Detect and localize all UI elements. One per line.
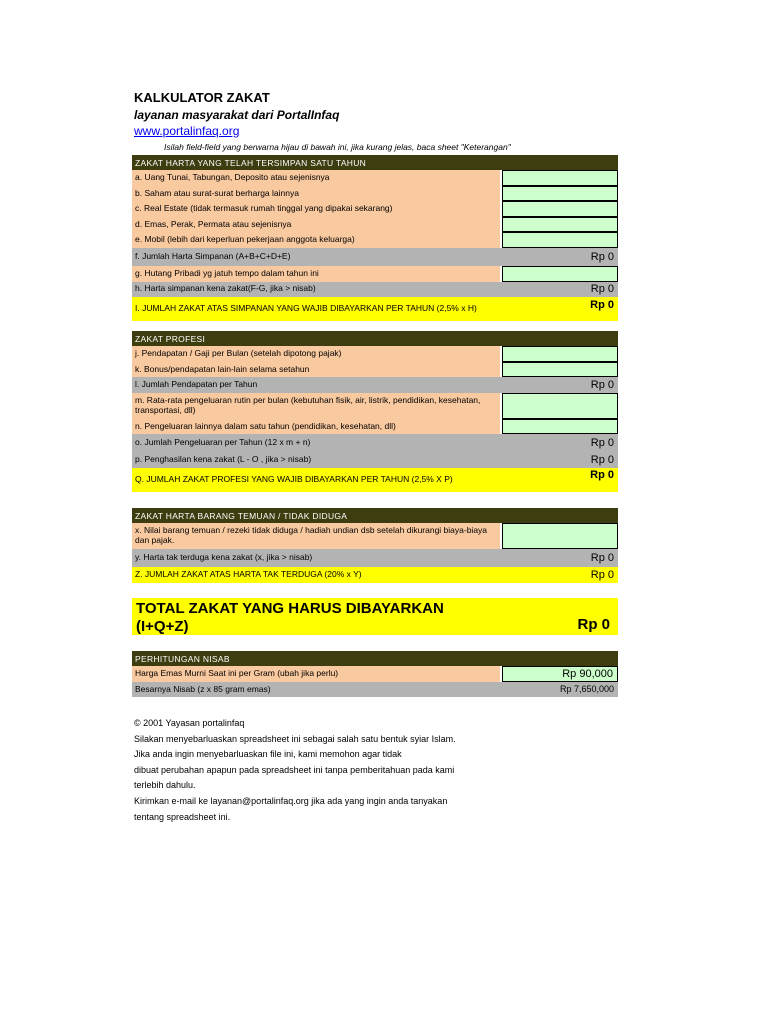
input-k[interactable] — [502, 362, 618, 378]
row-label: o. Jumlah Pengeluaran per Tahun (12 x m + n) — [132, 434, 500, 452]
total-zakat-box — [132, 598, 618, 635]
row-label: y. Harta tak terduga kena zakat (x, jika > nisab) — [132, 549, 500, 567]
row-n — [132, 419, 618, 435]
footer-line: terlebih dahulu. — [134, 780, 196, 791]
row-l — [132, 377, 618, 393]
gold-price-input[interactable]: Rp 90,000 — [502, 666, 618, 682]
input-n[interactable] — [502, 419, 618, 435]
row-g — [132, 266, 618, 282]
row-m — [132, 393, 618, 419]
row-label: l. Jumlah Pendapatan per Tahun — [132, 377, 500, 393]
row-label: e. Mobil (lebih dari keperluan pekerjaan anggota keluarga) — [132, 232, 500, 248]
nisab-value: Rp 7,650,000 — [500, 682, 618, 698]
row-k — [132, 362, 618, 378]
section-harta-temuan — [132, 508, 618, 583]
input-x[interactable] — [502, 523, 618, 549]
input-m[interactable] — [502, 393, 618, 419]
section-nisab — [132, 651, 618, 697]
value-o: Rp 0 — [500, 434, 618, 452]
row-label: f. Jumlah Harta Simpanan (A+B+C+D+E) — [132, 248, 500, 266]
page-subtitle: layanan masyarakat dari PortalInfaq — [134, 108, 340, 122]
value-f: Rp 0 — [500, 248, 618, 266]
row-p — [132, 452, 618, 468]
footer-line: tentang spreadsheet ini. — [134, 811, 231, 822]
row-h — [132, 282, 618, 298]
footer-line: dibuat perubahan apapun pada spreadsheet ini tanpa pemberitahuan pada kami — [134, 764, 455, 775]
section-heading: ZAKAT PROFESI — [132, 331, 618, 346]
row-a — [132, 170, 618, 186]
row-e — [132, 232, 618, 248]
row-label: Z. JUMLAH ZAKAT ATAS HARTA TAK TERDUGA (20% x Y) — [132, 567, 500, 583]
row-label: m. Rata-rata pengeluaran rutin per bulan (kebutuhan fisik, air, listrik, pendidikan, kesehatan, transportasi, dll) — [132, 393, 500, 419]
row-z — [132, 567, 618, 583]
total-value: Rp 0 — [577, 616, 610, 633]
row-label: Harga Emas Murni Saat ini per Gram (ubah jika perlu) — [132, 666, 500, 682]
input-c[interactable] — [502, 201, 618, 217]
row-label: a. Uang Tunai, Tabungan, Deposito atau sejenisnya — [132, 170, 500, 186]
row-label: b. Saham atau surat-surat berharga lainnya — [132, 186, 500, 202]
section-harta-simpanan — [132, 155, 618, 321]
value-z: Rp 0 — [500, 567, 618, 583]
row-d — [132, 217, 618, 233]
row-label: n. Pengeluaran lainnya dalam satu tahun (pendidikan, kesehatan, dll) — [132, 419, 500, 435]
input-e[interactable] — [502, 232, 618, 248]
row-nisab-amount — [132, 682, 618, 698]
row-x — [132, 523, 618, 549]
row-label: h. Harta simpanan kena zakat(F-G, jika > nisab) — [132, 282, 500, 298]
footer-line: Kirimkan e-mail ke layanan@portalinfaq.org jika ada yang ingin anda tanyakan — [134, 795, 448, 806]
value-l: Rp 0 — [500, 377, 618, 393]
footer-notes — [134, 716, 456, 825]
row-o — [132, 434, 618, 452]
row-y — [132, 549, 618, 567]
row-label: p. Penghasilan kena zakat (L - O , jika > nisab) — [132, 452, 500, 468]
row-label: Besarnya Nisab (z x 85 gram emas) — [132, 682, 500, 698]
value-h: Rp 0 — [500, 282, 618, 298]
page-title: KALKULATOR ZAKAT — [134, 90, 270, 105]
website-link[interactable]: www.portalinfaq.org — [134, 124, 240, 138]
section-heading: ZAKAT HARTA BARANG TEMUAN / TIDAK DIDUGA — [132, 508, 618, 523]
value-i: Rp 0 — [500, 297, 618, 321]
input-g[interactable] — [502, 266, 618, 282]
total-label: TOTAL ZAKAT YANG HARUS DIBAYARKAN — [136, 600, 444, 617]
row-f — [132, 248, 618, 266]
row-b — [132, 186, 618, 202]
row-label: g. Hutang Pribadi yg jatuh tempo dalam tahun ini — [132, 266, 500, 282]
row-label: c. Real Estate (tidak termasuk rumah tinggal yang dipakai sekarang) — [132, 201, 500, 217]
value-q: Rp 0 — [500, 468, 618, 492]
section-zakat-profesi — [132, 331, 618, 492]
footer-line: Jika anda ingin menyebarluaskan file ini, kami memohon agar tidak — [134, 749, 402, 760]
total-formula: (I+Q+Z) — [136, 618, 189, 635]
section-heading: PERHITUNGAN NISAB — [132, 651, 618, 666]
input-b[interactable] — [502, 186, 618, 202]
section-heading: ZAKAT HARTA YANG TELAH TERSIMPAN SATU TAHUN — [132, 155, 618, 170]
instruction-text: Isilah field-field yang berwarna hijau di bawah ini, jika kurang jelas, baca sheet "Keterangan" — [164, 142, 511, 152]
row-label: x. Nilai barang temuan / rezeki tidak diduga / hadiah undian dsb setelah dikurangi biaya-biaya dan pajak. — [132, 523, 500, 549]
row-j — [132, 346, 618, 362]
value-y: Rp 0 — [500, 549, 618, 567]
row-label: k. Bonus/pendapatan lain-lain selama setahun — [132, 362, 500, 378]
row-label: d. Emas, Perak, Permata atau sejenisnya — [132, 217, 500, 233]
row-label: j. Pendapatan / Gaji per Bulan (setelah dipotong pajak) — [132, 346, 500, 362]
row-q — [132, 468, 618, 492]
row-gold-price — [132, 666, 618, 682]
row-i — [132, 297, 618, 321]
input-j[interactable] — [502, 346, 618, 362]
row-label: I. JUMLAH ZAKAT ATAS SIMPANAN YANG WAJIB DIBAYARKAN PER TAHUN (2,5% x H) — [132, 297, 500, 321]
value-p: Rp 0 — [500, 452, 618, 468]
row-label: Q. JUMLAH ZAKAT PROFESI YANG WAJIB DIBAYARKAN PER TAHUN (2,5% X P) — [132, 468, 500, 492]
input-a[interactable] — [502, 170, 618, 186]
copyright-line: © 2001 Yayasan portalinfaq — [134, 718, 245, 728]
input-d[interactable] — [502, 217, 618, 233]
footer-line: Silakan menyebarluaskan spreadsheet ini sebagai salah satu bentuk syiar Islam. — [134, 733, 456, 744]
row-c — [132, 201, 618, 217]
